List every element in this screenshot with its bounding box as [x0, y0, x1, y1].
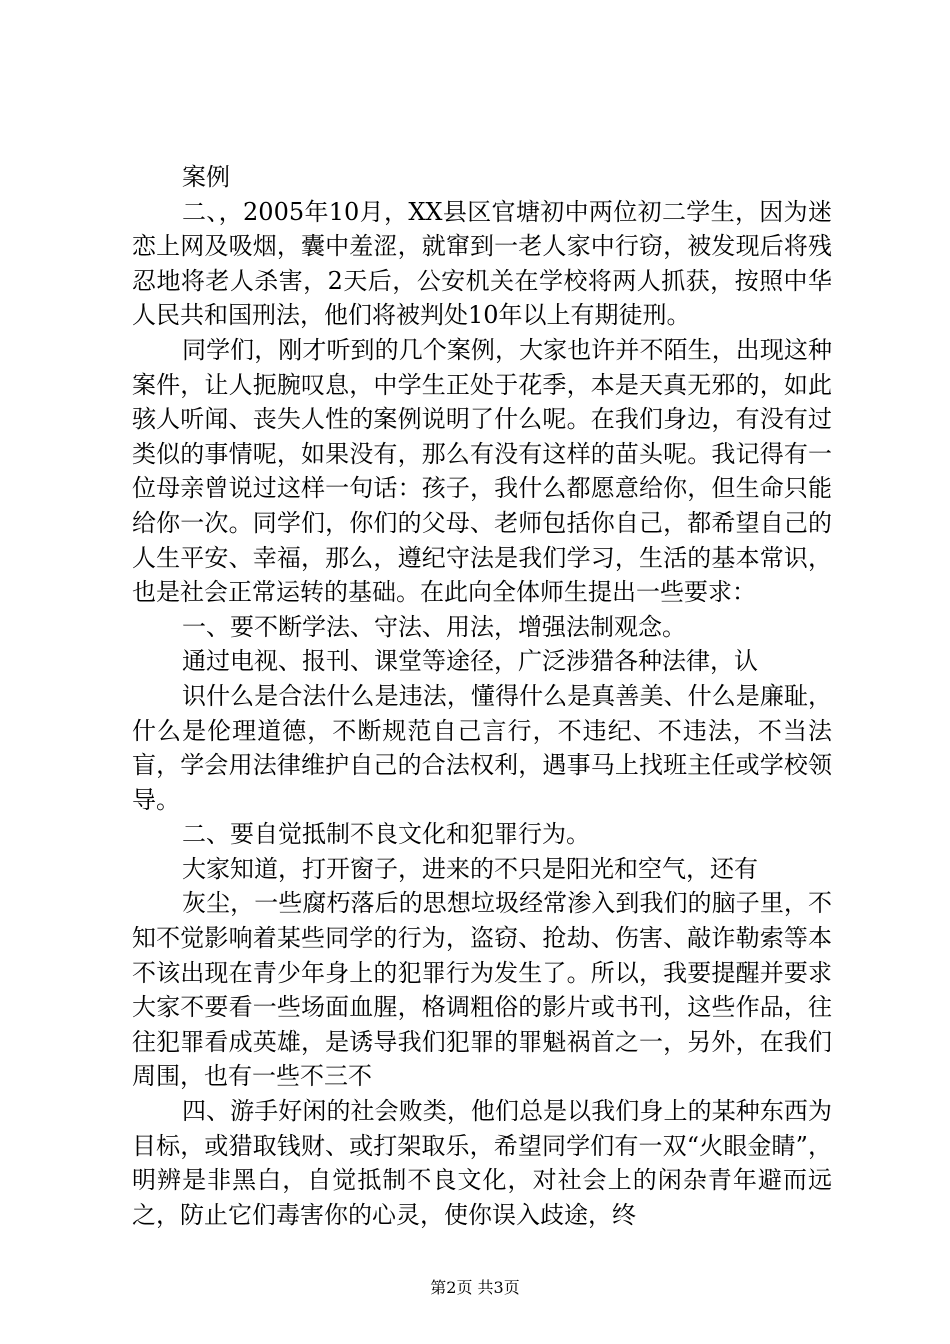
page-number-footer: 第2页 共3页 [430, 1278, 520, 1297]
paragraph-case-two: 二、，2005年10月，XX县区官塘初中两位初二学生，因为迷恋上网及吸烟，囊中羞涩，就窜到一老人家中行窃，被发现后将残忍地将老人杀害，2天后，公安机关在学校将两人抓获，按照中华人民共和国刑法，他们将被判处10年以上有期徒刑。 [132, 197, 832, 330]
paragraph-four: 四、游手好闲的社会败类，他们总是以我们身上的某种东西为目标，或猎取钱财、或打架取乐，希望同学们有一双“火眼金睛”，明辨是非黑白，自觉抵制不良文化，对社会上的闲杂青年避而远之，防止它们毒害你的心灵，使你误入歧途，终 [132, 1097, 832, 1229]
paragraph-learn-law-cont: 识什么是合法什么是违法，懂得什么是真善美、什么是廉耻，什么是伦理道德，不断规范自己言行，不违纪、不违法，不当法盲，学会用法律维护自己的合法权利，遇事马上找班主任或学校领导。 [132, 681, 832, 814]
paragraph-case-heading: 案例 [182, 163, 230, 191]
paragraph-requirement-one: 一、要不断学法、守法、用法，增强法制观念。 [182, 612, 686, 641]
paragraph-requirement-two: 二、要自觉抵制不良文化和犯罪行为。 [182, 820, 590, 849]
paragraph-window-cont: 灰尘，一些腐朽落后的思想垃圾经常渗入到我们的脑子里，不知不觉影响着某些同学的行为，盗窃、抢劫、伤害、敲诈勒索等本不该出现在青少年身上的犯罪行为发生了。所以，我要提醒并要求大家不要看一些场面血腥，格调粗俗的影片或书刊，这些作品，往往犯罪看成英雄，是诱导我们犯罪的罪魁祸首之一，另外，在我们周围，也有一些不三不 [132, 889, 832, 1091]
document-body [132, 160, 832, 1232]
paragraph-students-address: 同学们，刚才听到的几个案例，大家也许并不陌生，出现这种案件，让人扼腕叹息，中学生正处于花季，本是天真无邪的，如此骇人听闻、丧失人性的案例说明了什么呢。在我们身边，有没有过类似的事情呢，如果没有，那么有没有这样的苗头呢。我记得有一位母亲曾说过这样一句话：孩子，我什么都愿意给你，但生命只能给你一次。同学们，你们的父母、老师包括你自己，都希望自己的人生平安、幸福，那么，遵纪守法是我们学习，生活的基本常识，也是社会正常运转的基础。在此向全体师生提出一些要求： [132, 335, 832, 607]
paragraph-window-start: 大家知道，打开窗子，进来的不只是阳光和空气，还有 [182, 854, 758, 883]
paragraph-learn-law-start: 通过电视、报刊、课堂等途径，广泛涉猎各种法律，认 [182, 647, 758, 676]
